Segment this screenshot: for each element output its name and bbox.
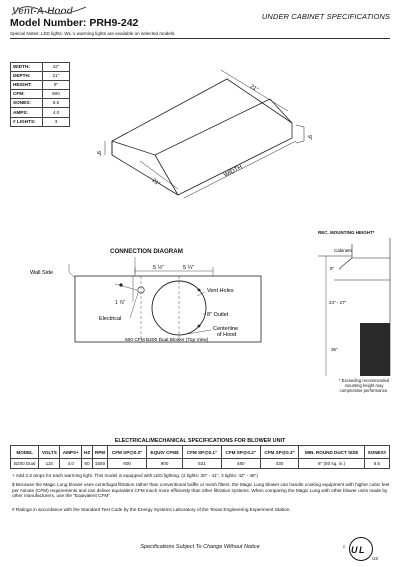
connection-diagram-title: CONNECTION DIAGRAM	[110, 248, 183, 255]
dim-depth-label: 21"	[248, 83, 259, 94]
mount-dim-24-27-label: 24" - 27"	[329, 300, 347, 305]
electrical-header-cell: AMPS+	[60, 446, 82, 459]
spec-key: # LIGHTS:	[11, 117, 43, 126]
note-amps: + Add 2.5 amps for each warming light. This model is equipped with LED lighting. (2 lights: 30" - 41", 3 lights: 42" - 48")	[12, 473, 258, 478]
note-magic-lung: $ Because the Magic Lung blower uses centrifugal filtration rather than conventional baffle or mesh filters, the Magic Lung blower can handle cooking equipment with higher cubic feet per minute (CFM) requirements and can deliver equivalent CFM much more efficiently than other filtration systems. When comparing the Magic Lung with other blower units made by other manufacturers, use the "Equivalent CFM".	[12, 482, 390, 499]
spec-row	[11, 108, 70, 117]
electrical-header-cell: HZ	[82, 446, 93, 459]
header-divider	[10, 38, 390, 39]
spec-key: CFM:	[11, 90, 43, 99]
svg-text:L: L	[359, 545, 365, 555]
electrical-header-cell: SONES#	[364, 446, 389, 459]
electrical-cell: 60	[82, 459, 93, 469]
spec-key: WIDTH:	[11, 63, 43, 72]
model-label: Model Number:	[10, 17, 87, 29]
spec-row	[11, 72, 70, 81]
electrical-header-cell: CFM SP@0.1"	[183, 446, 222, 459]
electrical-header-cell: MIN. ROUND DUCT SIZE	[299, 446, 364, 459]
mounting-note: * Exceeding recommended mounting height may compromise performance.	[338, 378, 390, 393]
connection-diagram	[30, 256, 275, 346]
spec-row	[11, 117, 70, 126]
model-title	[10, 17, 138, 29]
electrical-header-cell: VOLTS	[39, 446, 60, 459]
svg-text:US: US	[372, 556, 379, 561]
blower-caption: 600 CFM B200 Dual Blower (Top View)	[125, 338, 209, 343]
dim-5-half-label: 5 ½"	[153, 265, 165, 271]
certification-mark	[342, 536, 380, 562]
electrical-cell: B200 Dual	[11, 459, 39, 469]
electrical-spec-table	[10, 445, 390, 469]
wall-side-label: Wall Side	[30, 270, 54, 276]
svg-text:c: c	[343, 544, 346, 549]
dim-depth-bottom-label: 21"	[150, 177, 161, 188]
electrical-header-cell: CFM SP@0.0"	[108, 446, 147, 459]
electrical-header-cell: CFM SP@0.3"	[260, 446, 299, 459]
electrical-label: Electrical	[99, 316, 122, 322]
spec-key: AMPS:	[11, 108, 43, 117]
electrical-cell: 1550	[92, 459, 107, 469]
spec-value: 6.5	[43, 99, 70, 108]
electrical-header-cell: RPM	[92, 446, 107, 459]
spec-key: SONES:	[11, 99, 43, 108]
footer-text: Specifications Subject To Change Without Notice	[140, 544, 260, 550]
electrical-header-cell: EQUIV CFM$	[147, 446, 183, 459]
mounting-height-title: REC. MOUNTING HEIGHT*	[318, 230, 375, 235]
electrical-cell: 430	[260, 459, 299, 469]
electrical-cell: 480	[221, 459, 260, 469]
spec-value: 3	[43, 117, 70, 126]
brand-logo-text: Vent-A-Hood	[12, 6, 73, 17]
spec-value: 21"	[43, 72, 70, 81]
electrical-cell: 4.0	[60, 459, 82, 469]
dim-height-label: 9"	[306, 135, 312, 141]
brand-logo	[10, 4, 88, 18]
cabinets-label: Cabinets	[334, 248, 352, 253]
spec-table	[10, 62, 70, 127]
svg-text:U: U	[351, 545, 358, 555]
electrical-cell: 531	[183, 459, 222, 469]
mounting-diagram	[318, 238, 398, 378]
spec-value: 9"	[43, 81, 70, 90]
mount-dim-9-label: 9"	[330, 266, 335, 271]
centerline-label: Centerline	[213, 326, 239, 332]
electrical-cell: 900	[147, 459, 183, 469]
note-ratings: # Ratings in accordance with the Standard Test Code by the Energy Systems Laboratory of the Texas Engineering Experiment Station.	[12, 507, 291, 512]
electrical-header-cell: MODEL	[11, 446, 39, 459]
dim-width-label: WIDTH	[223, 164, 244, 179]
spec-row	[11, 63, 70, 72]
outlet-label: 8" Outlet	[207, 312, 229, 318]
spec-row	[11, 99, 70, 108]
electrical-cell: 115	[39, 459, 60, 469]
spec-value: 600	[43, 90, 70, 99]
electrical-header-cell: CFM SP@0.2"	[221, 446, 260, 459]
spec-value: 42"	[43, 63, 70, 72]
model-number: PRH9-242	[89, 17, 139, 29]
electrical-cell: 600	[108, 459, 147, 469]
spec-value: 4.0	[43, 108, 70, 117]
dim-1-7-8-label: 1 ⅞"	[115, 300, 126, 306]
dim-5-quarter-label: 5 ¼"	[183, 265, 195, 271]
section-title: UNDER CABINET SPECIFICATIONS	[261, 12, 390, 21]
spec-row	[11, 81, 70, 90]
spec-key: DEPTH:	[11, 72, 43, 81]
electrical-cell: 8" (50 sq. in.)	[299, 459, 364, 469]
mount-dim-36-label: 36"	[331, 347, 338, 352]
vent-holes-label: Vent Holes	[207, 288, 234, 294]
electrical-spec-title: ELECTRICAL/MECHANICAL SPECIFICATIONS FOR BLOWER UNIT	[114, 438, 286, 444]
electrical-cell: 6.5	[364, 459, 389, 469]
special-notes: Special Notes: LED lights. WL-1 warming lights are available on selected models.	[10, 31, 176, 36]
dim-height-side-label: 9"	[95, 151, 101, 157]
centerline-label-2: of Hood	[217, 332, 237, 338]
spec-key: HEIGHT:	[11, 81, 43, 90]
hood-drawing	[95, 55, 330, 195]
spec-row	[11, 90, 70, 99]
